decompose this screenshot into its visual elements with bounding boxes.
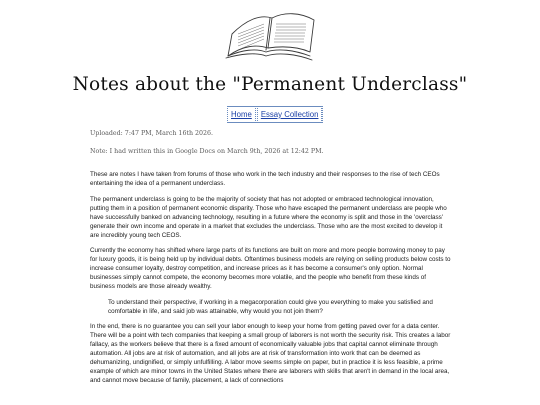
body-paragraph: Currently the economy has shifted where large parts of its functions are built on more and more people borrowing money to pay for luxury goods, it is being held up by individual debts. Oftentimes business models are relying on selling products below costs to increase consumer loyalty, destroy competition, and increase prices as it has become a consumer's only option. Normal businesses simply cannot compete, the economy becomes more volatile, and the people who benefit from these kinds of business models are those already wealthy. bbox=[90, 247, 451, 290]
open-book-sketch-icon bbox=[218, 4, 322, 64]
essay-collection-link[interactable]: Essay Collection bbox=[257, 106, 323, 123]
home-link[interactable]: Home bbox=[227, 106, 256, 123]
top-nav bbox=[227, 106, 323, 123]
page-title: Notes about the "Permanent Underclass" bbox=[72, 74, 468, 95]
body-paragraph: These are notes I have taken from forums of those who work in the tech industry and their responses to the rise of tech CEOs entertaining the idea of a permanent underclass. bbox=[90, 171, 440, 187]
body-paragraph: The permanent underclass is going to be the majority of society that has not adopted or embraced technological innovation, putting them in a position of permanent economic disparity. Those who have escaped the permanent underclass are people who have successfully banked on advancing technology, resulting in a future where the economy is split and those in the 'overclass' generate their own income and operate in a market that excludes the underclass. Those who are the most excited to develop it are incredibly young tech CEOS. bbox=[90, 195, 447, 239]
author-note: Note: I had written this in Google Docs on March 9th, 2026 at 12:42 PM. bbox=[90, 148, 324, 155]
block-quote: To understand their perspective, if working in a megacorporation could give you everything to make you satisfied and comfortable in life, and said job was attainable, why would you not join them? bbox=[108, 298, 433, 315]
essay-body bbox=[90, 170, 452, 405]
upload-timestamp: Uploaded: 7:47 PM, March 16th 2026. bbox=[90, 130, 214, 137]
body-paragraph: In the end, there is no guarantee you can sell your labor enough to keep your home from getting paved over for a data center. There will be a point with tech companies that keeping a small group of laborers is not worth the security risk. This creates a labor fallacy, as the workers believe that there is a fixed amount of economically valuable jobs that capital cannot eliminate through automation. All jobs are at risk of automation, and all jobs are at risk of transformation into work that can be deemed as dehumanizing, undignified, or simply unfulfilling. A labor move seems simple on paper, but in practice it is less feasible, a prime example of which are minor towns in the United States where there are laborers with skills that aren't in demand in the local area, and cannot move because of family, placement, a lack of connections bbox=[90, 323, 451, 384]
